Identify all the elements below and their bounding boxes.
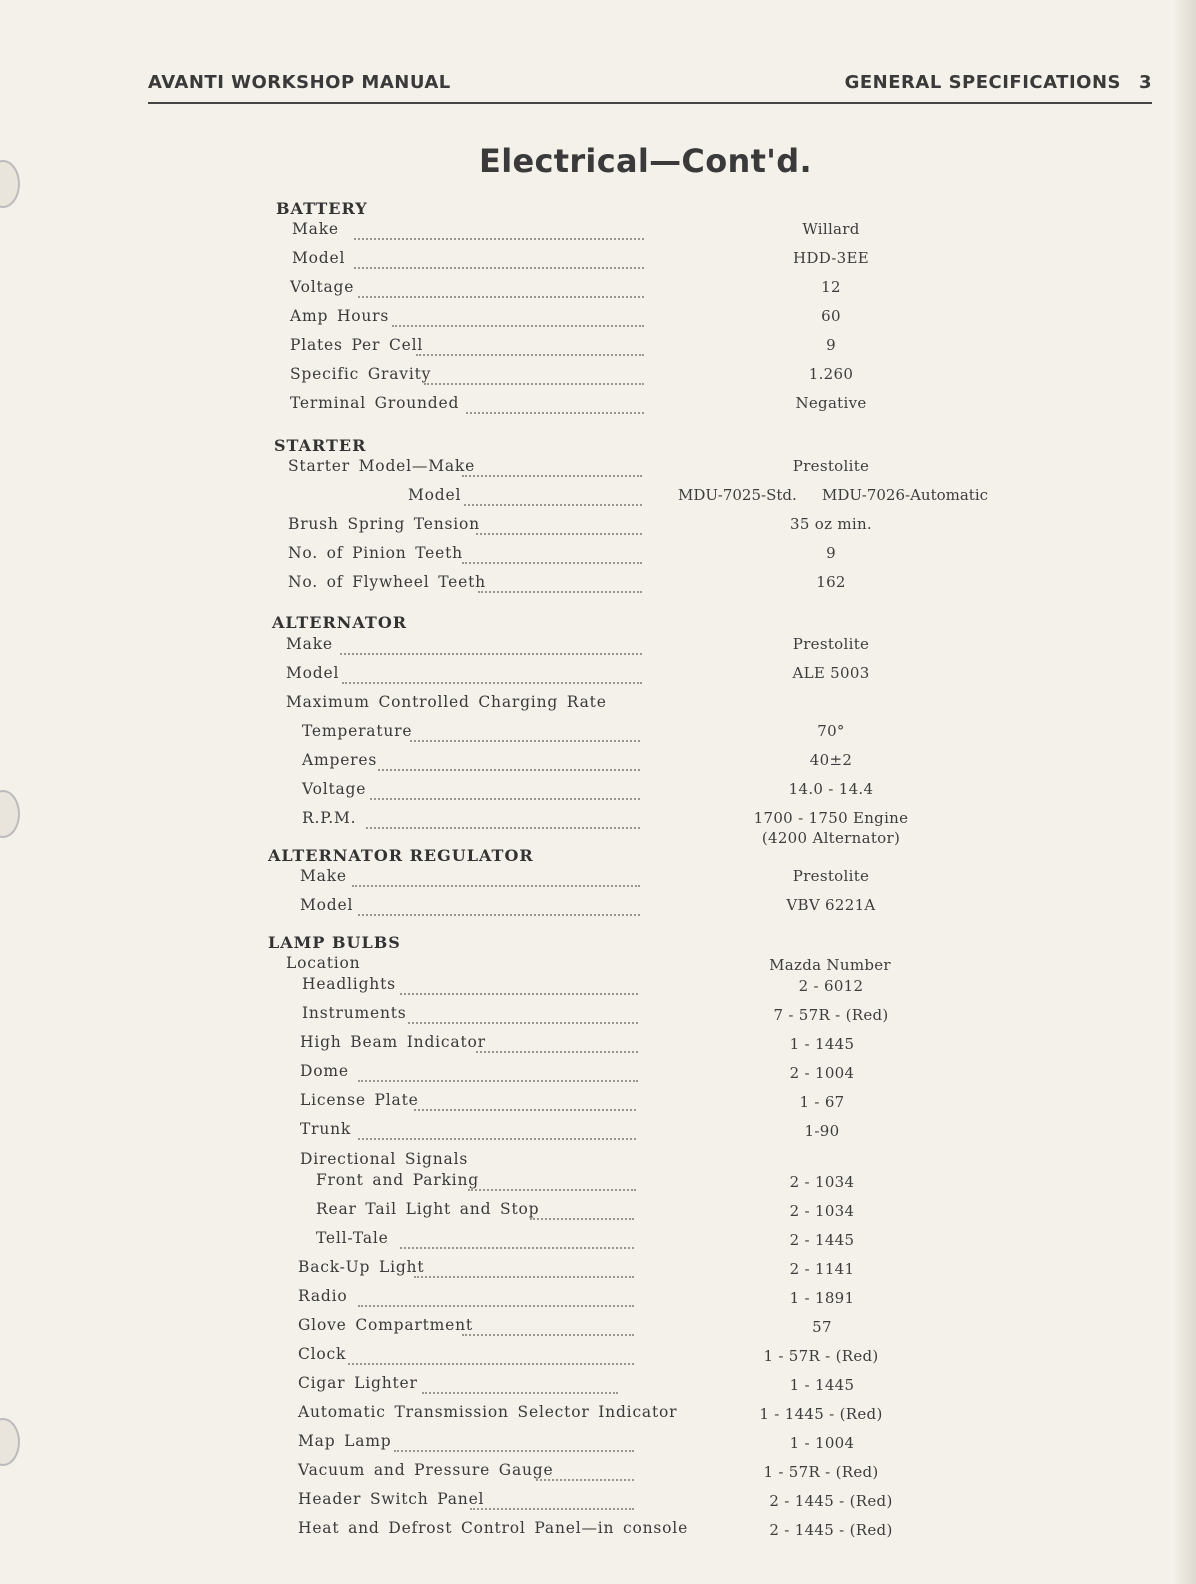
spec-value: ALE 5003 [792, 664, 870, 682]
spec-value: Willard [802, 220, 860, 238]
spec-label: Temperature [302, 722, 413, 740]
spec-value: 2 - 1445 - (Red) [769, 1521, 893, 1539]
spec-label: Plates Per Cell [290, 336, 424, 354]
dot-leader [358, 1080, 638, 1082]
dot-leader [370, 798, 640, 800]
spec-label: Front and Parking [316, 1171, 479, 1189]
spec-value: Negative [795, 394, 867, 412]
spec-label: Tell-Tale [316, 1229, 389, 1247]
spec-label: Radio [298, 1287, 348, 1305]
dot-leader [354, 238, 644, 240]
spec-label: Make [286, 635, 333, 653]
spec-value: 2 - 1445 [789, 1231, 855, 1249]
dot-leader [400, 993, 638, 995]
spec-label: Terminal Grounded [290, 394, 460, 412]
dot-leader [410, 740, 640, 742]
spec-value: 2 - 1034 [789, 1202, 855, 1220]
spec-label: No. of Pinion Teeth [288, 544, 463, 562]
spec-label: Map Lamp [298, 1432, 392, 1450]
spec-value: 9 [826, 544, 836, 562]
dot-leader [462, 475, 642, 477]
spec-label: Make [292, 220, 339, 238]
dot-leader [536, 1479, 634, 1481]
spec-label: Model [408, 486, 462, 504]
spec-label: Headlights [302, 975, 396, 993]
spec-value: 1 - 57R - (Red) [763, 1463, 879, 1481]
dot-leader [348, 1363, 634, 1365]
spec-label: Glove Compartment [298, 1316, 473, 1334]
spec-label: License Plate [300, 1091, 419, 1109]
spec-value: 14.0 - 14.4 [788, 780, 874, 798]
spec-label: Maximum Controlled Charging Rate [286, 693, 607, 711]
spec-value: 1 - 1004 [789, 1434, 855, 1452]
spec-label: Model [286, 664, 340, 682]
spec-value: 1 - 1445 [789, 1035, 855, 1053]
spec-value: 2 - 1445 - (Red) [769, 1492, 893, 1510]
spec-value: 1 - 67 [799, 1093, 845, 1111]
spec-value: 40±2 [809, 751, 853, 769]
spec-value: 1 - 57R - (Red) [763, 1347, 879, 1365]
spec-value: 12 [821, 278, 841, 296]
spec-label: Header Switch Panel [298, 1490, 485, 1508]
spec-value: 1-90 [804, 1122, 840, 1140]
dot-leader [366, 827, 640, 829]
dot-leader [466, 412, 644, 414]
page-edge [1174, 0, 1196, 1584]
spec-label: Make [300, 867, 347, 885]
spec-label: Brush Spring Tension [288, 515, 480, 533]
spec-label: Starter Model—Make [288, 457, 476, 475]
dot-leader [530, 1218, 634, 1220]
spec-label: Model [300, 896, 354, 914]
dot-leader [358, 1138, 636, 1140]
spec-value: 2 - 1004 [789, 1064, 855, 1082]
spec-label: Vacuum and Pressure Gauge [298, 1461, 554, 1479]
mazda-number-heading: Mazda Number [769, 956, 891, 974]
spec-value: 9 [826, 336, 836, 354]
spec-value: 35 oz min. [789, 515, 872, 533]
spec-label: Trunk [300, 1120, 352, 1138]
dot-leader [470, 1508, 634, 1510]
location-heading: Location [286, 954, 361, 972]
spec-value: Prestolite [792, 867, 870, 885]
spec-value: 2 - 1034 [789, 1173, 855, 1191]
spec-label: Heat and Defrost Control Panel—in console [298, 1519, 689, 1537]
dot-leader [464, 504, 642, 506]
dot-leader [416, 354, 644, 356]
dot-leader [358, 296, 644, 298]
spec-label: Voltage [302, 780, 367, 798]
section-heading: LAMP BULBS [268, 933, 401, 952]
binder-hole [0, 1418, 20, 1466]
spec-label: High Beam Indicator [300, 1033, 486, 1051]
dot-leader [378, 769, 640, 771]
dot-leader [394, 1450, 634, 1452]
page-title: Electrical—Cont'd. [479, 142, 812, 180]
spec-value: MDU-7025-Std. [678, 486, 797, 504]
spec-label: R.P.M. [302, 809, 357, 827]
dot-leader [414, 1109, 636, 1111]
dot-leader [358, 1305, 634, 1307]
spec-value: 2 - 1141 [789, 1260, 855, 1278]
dot-leader [478, 591, 642, 593]
dot-leader [354, 267, 644, 269]
spec-value-alt: MDU-7026-Automatic [822, 486, 989, 504]
dot-leader [342, 682, 642, 684]
dot-leader [468, 1189, 636, 1191]
spec-value: VBV 6221A [786, 896, 876, 914]
spec-label: Automatic Transmission Selector Indicator [298, 1403, 678, 1421]
dot-leader [476, 533, 642, 535]
spec-value: 60 [821, 307, 841, 325]
section-heading: BATTERY [276, 199, 368, 218]
dot-leader [424, 383, 644, 385]
spec-value: 1700 - 1750 Engine [753, 809, 909, 827]
spec-label: No. of Flywheel Teeth [288, 573, 486, 591]
spec-value: 1 - 1891 [789, 1289, 855, 1307]
spec-value: 7 - 57R - (Red) [773, 1006, 889, 1024]
spec-value: 1 - 1445 [789, 1376, 855, 1394]
spec-value-alt: (4200 Alternator) [761, 829, 901, 847]
dot-leader [358, 914, 640, 916]
dot-leader [414, 1276, 634, 1278]
spec-label: Directional Signals [300, 1150, 469, 1168]
spec-value: 70° [817, 722, 845, 740]
spec-label: Rear Tail Light and Stop [316, 1200, 540, 1218]
spec-value: 162 [816, 573, 846, 591]
spec-value: 1.260 [808, 365, 854, 383]
spec-label: Amperes [302, 751, 378, 769]
binder-hole [0, 790, 20, 838]
dot-leader [408, 1022, 638, 1024]
spec-label: Model [292, 249, 346, 267]
spec-value: HDD-3EE [792, 249, 870, 267]
dot-leader [352, 885, 640, 887]
section-title: GENERAL SPECIFICATIONS 3 [844, 72, 1152, 93]
spec-value: 2 - 6012 [798, 977, 864, 995]
dot-leader [392, 325, 644, 327]
spec-label: Dome [300, 1062, 349, 1080]
spec-label: Voltage [290, 278, 355, 296]
dot-leader [400, 1247, 634, 1249]
spec-value: Prestolite [792, 635, 870, 653]
spec-label: Cigar Lighter [298, 1374, 418, 1392]
dot-leader [462, 562, 642, 564]
manual-title: AVANTI WORKSHOP MANUAL [148, 72, 451, 93]
spec-value: Prestolite [792, 457, 870, 475]
spec-value: 1 - 1445 - (Red) [759, 1405, 883, 1423]
spec-label: Clock [298, 1345, 347, 1363]
spec-value: 57 [812, 1318, 832, 1336]
section-heading: STARTER [274, 436, 367, 455]
spec-label: Back-Up Light [298, 1258, 425, 1276]
running-header [148, 70, 1152, 104]
section-heading: ALTERNATOR [272, 613, 408, 632]
dot-leader [462, 1334, 634, 1336]
spec-label: Instruments [302, 1004, 407, 1022]
page-number: 3 [1138, 72, 1152, 93]
spec-label: Specific Gravity [290, 365, 432, 383]
dot-leader [476, 1051, 638, 1053]
dot-leader [340, 653, 642, 655]
spec-label: Amp Hours [290, 307, 390, 325]
dot-leader [422, 1392, 618, 1394]
section-heading: ALTERNATOR REGULATOR [268, 846, 534, 865]
